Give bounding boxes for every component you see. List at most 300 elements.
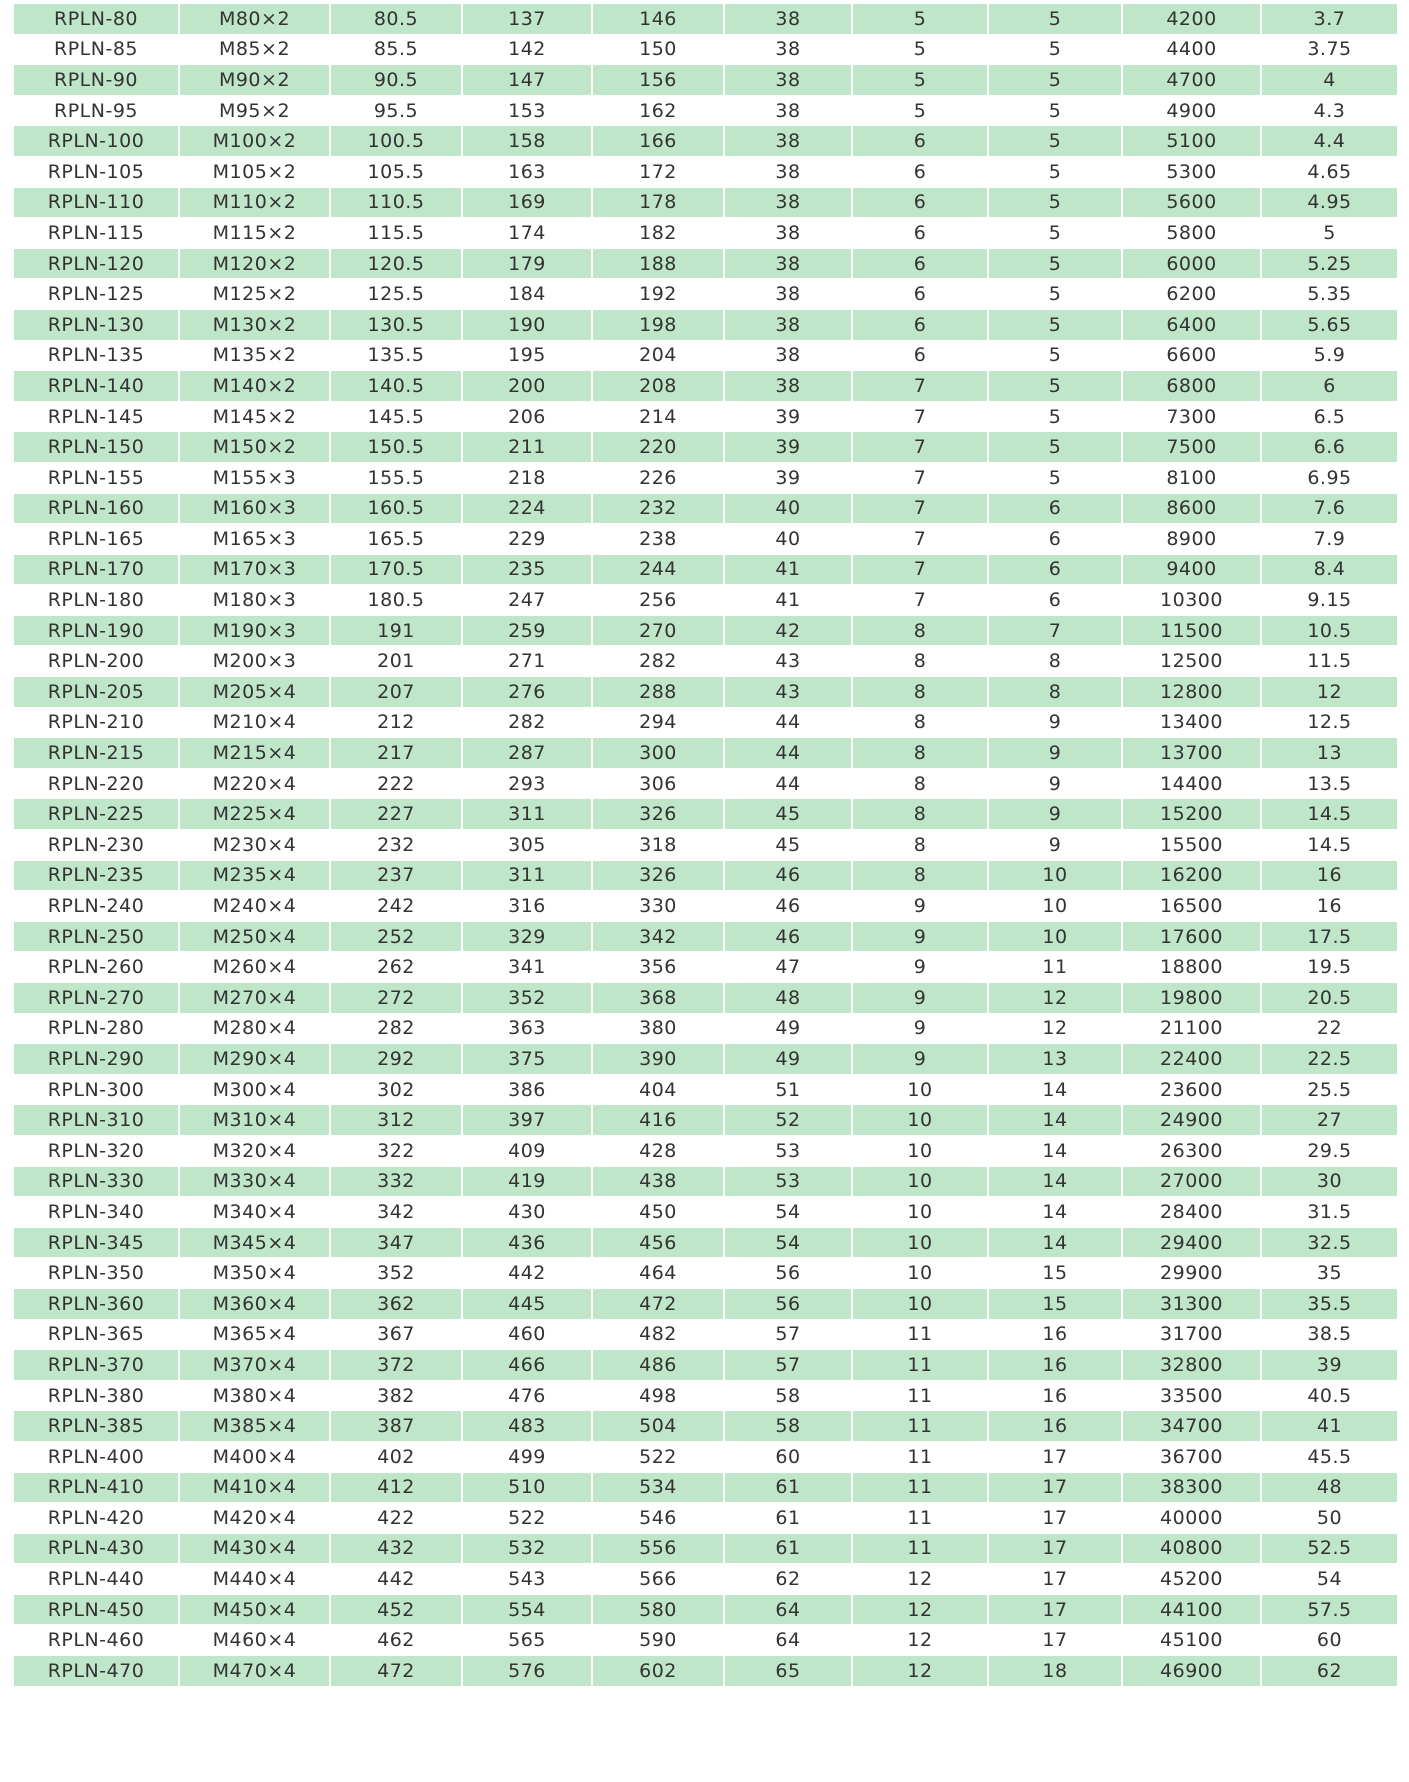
- load-cell: 15500: [1123, 830, 1260, 860]
- d1-cell: 145.5: [331, 402, 461, 432]
- thread-cell: M205×4: [180, 677, 329, 707]
- d2-cell: 235: [463, 555, 591, 585]
- table-row: [14, 65, 1397, 95]
- d3-cell: 416: [593, 1105, 723, 1135]
- table-row: [14, 1320, 1397, 1350]
- table-row: [14, 249, 1397, 279]
- thread-cell: M140×2: [180, 371, 329, 401]
- d3-cell: 156: [593, 65, 723, 95]
- d2-cell: 341: [463, 952, 591, 982]
- d1-cell: 110.5: [331, 188, 461, 218]
- b-cell: 46: [725, 861, 851, 891]
- d3-cell: 172: [593, 157, 723, 187]
- m-cell: 5: [853, 96, 987, 126]
- weight-cell: 7.6: [1262, 494, 1397, 524]
- n-cell: 17: [989, 1503, 1121, 1533]
- d3-cell: 546: [593, 1503, 723, 1533]
- model-cell: RPLN-365: [14, 1320, 178, 1350]
- b-cell: 38: [725, 96, 851, 126]
- b-cell: 56: [725, 1258, 851, 1288]
- weight-cell: 35.5: [1262, 1289, 1397, 1319]
- d2-cell: 543: [463, 1564, 591, 1594]
- weight-cell: 6.5: [1262, 402, 1397, 432]
- b-cell: 64: [725, 1595, 851, 1625]
- model-cell: RPLN-110: [14, 188, 178, 218]
- load-cell: 34700: [1123, 1411, 1260, 1441]
- d2-cell: 483: [463, 1411, 591, 1441]
- table-row: [14, 585, 1397, 615]
- weight-cell: 13: [1262, 738, 1397, 768]
- load-cell: 31700: [1123, 1320, 1260, 1350]
- d3-cell: 146: [593, 4, 723, 34]
- model-cell: RPLN-300: [14, 1075, 178, 1105]
- load-cell: 7300: [1123, 402, 1260, 432]
- load-cell: 8900: [1123, 524, 1260, 554]
- b-cell: 38: [725, 65, 851, 95]
- n-cell: 17: [989, 1534, 1121, 1564]
- b-cell: 56: [725, 1289, 851, 1319]
- d2-cell: 195: [463, 341, 591, 371]
- b-cell: 64: [725, 1625, 851, 1655]
- d2-cell: 311: [463, 861, 591, 891]
- load-cell: 5300: [1123, 157, 1260, 187]
- d1-cell: 462: [331, 1625, 461, 1655]
- table-row: [14, 96, 1397, 126]
- n-cell: 5: [989, 157, 1121, 187]
- d3-cell: 162: [593, 96, 723, 126]
- weight-cell: 5.9: [1262, 341, 1397, 371]
- d1-cell: 272: [331, 983, 461, 1013]
- m-cell: 12: [853, 1595, 987, 1625]
- model-cell: RPLN-400: [14, 1442, 178, 1472]
- weight-cell: 7.9: [1262, 524, 1397, 554]
- table-row: [14, 677, 1397, 707]
- thread-cell: M110×2: [180, 188, 329, 218]
- table-row: [14, 279, 1397, 309]
- load-cell: 40000: [1123, 1503, 1260, 1533]
- weight-cell: 9.15: [1262, 585, 1397, 615]
- table-row: [14, 341, 1397, 371]
- model-cell: RPLN-320: [14, 1136, 178, 1166]
- table-row: [14, 1411, 1397, 1441]
- n-cell: 5: [989, 402, 1121, 432]
- m-cell: 11: [853, 1442, 987, 1472]
- d2-cell: 316: [463, 891, 591, 921]
- model-cell: RPLN-215: [14, 738, 178, 768]
- thread-cell: M150×2: [180, 432, 329, 462]
- thread-cell: M200×3: [180, 646, 329, 676]
- m-cell: 6: [853, 310, 987, 340]
- weight-cell: 38.5: [1262, 1320, 1397, 1350]
- table-row: [14, 1044, 1397, 1074]
- model-cell: RPLN-240: [14, 891, 178, 921]
- weight-cell: 3.7: [1262, 4, 1397, 34]
- d1-cell: 252: [331, 922, 461, 952]
- d1-cell: 115.5: [331, 218, 461, 248]
- d3-cell: 390: [593, 1044, 723, 1074]
- weight-cell: 14.5: [1262, 799, 1397, 829]
- d3-cell: 472: [593, 1289, 723, 1319]
- load-cell: 7500: [1123, 432, 1260, 462]
- d1-cell: 217: [331, 738, 461, 768]
- d1-cell: 201: [331, 646, 461, 676]
- d3-cell: 256: [593, 585, 723, 615]
- m-cell: 11: [853, 1411, 987, 1441]
- table-row: [14, 218, 1397, 248]
- load-cell: 21100: [1123, 1014, 1260, 1044]
- d3-cell: 318: [593, 830, 723, 860]
- d1-cell: 155.5: [331, 463, 461, 493]
- table-row: [14, 1105, 1397, 1135]
- b-cell: 38: [725, 341, 851, 371]
- load-cell: 6000: [1123, 249, 1260, 279]
- d1-cell: 282: [331, 1014, 461, 1044]
- weight-cell: 32.5: [1262, 1228, 1397, 1258]
- table-row: [14, 708, 1397, 738]
- weight-cell: 12: [1262, 677, 1397, 707]
- b-cell: 61: [725, 1473, 851, 1503]
- b-cell: 61: [725, 1503, 851, 1533]
- m-cell: 7: [853, 463, 987, 493]
- load-cell: 8100: [1123, 463, 1260, 493]
- m-cell: 6: [853, 279, 987, 309]
- m-cell: 11: [853, 1320, 987, 1350]
- thread-cell: M115×2: [180, 218, 329, 248]
- d1-cell: 367: [331, 1320, 461, 1350]
- model-cell: RPLN-190: [14, 616, 178, 646]
- b-cell: 44: [725, 708, 851, 738]
- thread-cell: M235×4: [180, 861, 329, 891]
- m-cell: 8: [853, 799, 987, 829]
- load-cell: 15200: [1123, 799, 1260, 829]
- load-cell: 13400: [1123, 708, 1260, 738]
- d3-cell: 326: [593, 861, 723, 891]
- m-cell: 11: [853, 1473, 987, 1503]
- model-cell: RPLN-385: [14, 1411, 178, 1441]
- table-row: [14, 1564, 1397, 1594]
- load-cell: 6200: [1123, 279, 1260, 309]
- load-cell: 19800: [1123, 983, 1260, 1013]
- thread-cell: M230×4: [180, 830, 329, 860]
- m-cell: 10: [853, 1289, 987, 1319]
- d3-cell: 482: [593, 1320, 723, 1350]
- b-cell: 40: [725, 524, 851, 554]
- d1-cell: 150.5: [331, 432, 461, 462]
- d2-cell: 460: [463, 1320, 591, 1350]
- d1-cell: 160.5: [331, 494, 461, 524]
- weight-cell: 20.5: [1262, 983, 1397, 1013]
- d3-cell: 486: [593, 1350, 723, 1380]
- d1-cell: 422: [331, 1503, 461, 1533]
- d3-cell: 330: [593, 891, 723, 921]
- n-cell: 10: [989, 861, 1121, 891]
- d2-cell: 224: [463, 494, 591, 524]
- weight-cell: 6.6: [1262, 432, 1397, 462]
- d2-cell: 499: [463, 1442, 591, 1472]
- table-row: [14, 1503, 1397, 1533]
- table-row: [14, 891, 1397, 921]
- d3-cell: 300: [593, 738, 723, 768]
- d1-cell: 412: [331, 1473, 461, 1503]
- d1-cell: 140.5: [331, 371, 461, 401]
- d3-cell: 150: [593, 35, 723, 65]
- n-cell: 14: [989, 1167, 1121, 1197]
- d1-cell: 170.5: [331, 555, 461, 585]
- b-cell: 38: [725, 157, 851, 187]
- b-cell: 54: [725, 1228, 851, 1258]
- weight-cell: 22.5: [1262, 1044, 1397, 1074]
- m-cell: 6: [853, 157, 987, 187]
- d1-cell: 292: [331, 1044, 461, 1074]
- b-cell: 46: [725, 891, 851, 921]
- d2-cell: 179: [463, 249, 591, 279]
- table-row: [14, 35, 1397, 65]
- model-cell: RPLN-260: [14, 952, 178, 982]
- weight-cell: 4.95: [1262, 188, 1397, 218]
- table-row: [14, 1625, 1397, 1655]
- thread-cell: M155×3: [180, 463, 329, 493]
- b-cell: 38: [725, 126, 851, 156]
- weight-cell: 52.5: [1262, 1534, 1397, 1564]
- model-cell: RPLN-150: [14, 432, 178, 462]
- model-cell: RPLN-85: [14, 35, 178, 65]
- thread-cell: M300×4: [180, 1075, 329, 1105]
- load-cell: 28400: [1123, 1197, 1260, 1227]
- table-row: [14, 738, 1397, 768]
- m-cell: 12: [853, 1625, 987, 1655]
- m-cell: 10: [853, 1075, 987, 1105]
- m-cell: 6: [853, 249, 987, 279]
- d1-cell: 342: [331, 1197, 461, 1227]
- d1-cell: 387: [331, 1411, 461, 1441]
- load-cell: 4700: [1123, 65, 1260, 95]
- weight-cell: 4.65: [1262, 157, 1397, 187]
- thread-cell: M120×2: [180, 249, 329, 279]
- d3-cell: 306: [593, 769, 723, 799]
- m-cell: 10: [853, 1136, 987, 1166]
- table-row: [14, 402, 1397, 432]
- b-cell: 38: [725, 188, 851, 218]
- m-cell: 11: [853, 1350, 987, 1380]
- table-row: [14, 1075, 1397, 1105]
- model-cell: RPLN-200: [14, 646, 178, 676]
- model-cell: RPLN-80: [14, 4, 178, 34]
- weight-cell: 39: [1262, 1350, 1397, 1380]
- b-cell: 38: [725, 371, 851, 401]
- d3-cell: 226: [593, 463, 723, 493]
- model-cell: RPLN-135: [14, 341, 178, 371]
- m-cell: 12: [853, 1564, 987, 1594]
- d3-cell: 450: [593, 1197, 723, 1227]
- table-row: [14, 1258, 1397, 1288]
- d1-cell: 432: [331, 1534, 461, 1564]
- d1-cell: 372: [331, 1350, 461, 1380]
- thread-cell: M225×4: [180, 799, 329, 829]
- model-cell: RPLN-460: [14, 1625, 178, 1655]
- n-cell: 12: [989, 983, 1121, 1013]
- b-cell: 38: [725, 4, 851, 34]
- d1-cell: 105.5: [331, 157, 461, 187]
- d3-cell: 342: [593, 922, 723, 952]
- weight-cell: 30: [1262, 1167, 1397, 1197]
- d1-cell: 237: [331, 861, 461, 891]
- weight-cell: 6: [1262, 371, 1397, 401]
- model-cell: RPLN-170: [14, 555, 178, 585]
- d1-cell: 222: [331, 769, 461, 799]
- d1-cell: 322: [331, 1136, 461, 1166]
- d3-cell: 580: [593, 1595, 723, 1625]
- table-row: [14, 1442, 1397, 1472]
- d3-cell: 294: [593, 708, 723, 738]
- d1-cell: 120.5: [331, 249, 461, 279]
- weight-cell: 54: [1262, 1564, 1397, 1594]
- load-cell: 4200: [1123, 4, 1260, 34]
- b-cell: 46: [725, 922, 851, 952]
- b-cell: 38: [725, 279, 851, 309]
- m-cell: 12: [853, 1656, 987, 1686]
- b-cell: 38: [725, 35, 851, 65]
- weight-cell: 29.5: [1262, 1136, 1397, 1166]
- d2-cell: 158: [463, 126, 591, 156]
- d1-cell: 382: [331, 1381, 461, 1411]
- model-cell: RPLN-160: [14, 494, 178, 524]
- n-cell: 5: [989, 463, 1121, 493]
- weight-cell: 41: [1262, 1411, 1397, 1441]
- b-cell: 53: [725, 1167, 851, 1197]
- m-cell: 5: [853, 65, 987, 95]
- d2-cell: 419: [463, 1167, 591, 1197]
- d3-cell: 522: [593, 1442, 723, 1472]
- thread-cell: M365×4: [180, 1320, 329, 1350]
- b-cell: 58: [725, 1411, 851, 1441]
- d2-cell: 329: [463, 922, 591, 952]
- table-row: [14, 922, 1397, 952]
- m-cell: 8: [853, 677, 987, 707]
- n-cell: 7: [989, 616, 1121, 646]
- weight-cell: 4.4: [1262, 126, 1397, 156]
- table-row: [14, 126, 1397, 156]
- b-cell: 61: [725, 1534, 851, 1564]
- n-cell: 13: [989, 1044, 1121, 1074]
- model-cell: RPLN-470: [14, 1656, 178, 1686]
- table-row: [14, 310, 1397, 340]
- thread-cell: M240×4: [180, 891, 329, 921]
- d2-cell: 409: [463, 1136, 591, 1166]
- table-row: [14, 188, 1397, 218]
- table-row: [14, 1473, 1397, 1503]
- weight-cell: 5: [1262, 218, 1397, 248]
- d2-cell: 169: [463, 188, 591, 218]
- d3-cell: 178: [593, 188, 723, 218]
- d1-cell: 232: [331, 830, 461, 860]
- model-cell: RPLN-360: [14, 1289, 178, 1319]
- d2-cell: 229: [463, 524, 591, 554]
- n-cell: 15: [989, 1258, 1121, 1288]
- spec-table: [12, 3, 1399, 1687]
- weight-cell: 25.5: [1262, 1075, 1397, 1105]
- table-row: [14, 555, 1397, 585]
- d3-cell: 244: [593, 555, 723, 585]
- b-cell: 40: [725, 494, 851, 524]
- m-cell: 11: [853, 1381, 987, 1411]
- weight-cell: 5.35: [1262, 279, 1397, 309]
- n-cell: 9: [989, 769, 1121, 799]
- b-cell: 38: [725, 249, 851, 279]
- d1-cell: 302: [331, 1075, 461, 1105]
- d2-cell: 190: [463, 310, 591, 340]
- model-cell: RPLN-90: [14, 65, 178, 95]
- table-row: [14, 1656, 1397, 1686]
- weight-cell: 12.5: [1262, 708, 1397, 738]
- d3-cell: 182: [593, 218, 723, 248]
- table-row: [14, 371, 1397, 401]
- load-cell: 29400: [1123, 1228, 1260, 1258]
- b-cell: 41: [725, 555, 851, 585]
- m-cell: 6: [853, 188, 987, 218]
- model-cell: RPLN-280: [14, 1014, 178, 1044]
- table-row: [14, 1167, 1397, 1197]
- d2-cell: 532: [463, 1534, 591, 1564]
- d3-cell: 602: [593, 1656, 723, 1686]
- thread-cell: M215×4: [180, 738, 329, 768]
- load-cell: 24900: [1123, 1105, 1260, 1135]
- b-cell: 48: [725, 983, 851, 1013]
- load-cell: 11500: [1123, 616, 1260, 646]
- b-cell: 41: [725, 585, 851, 615]
- thread-cell: M85×2: [180, 35, 329, 65]
- n-cell: 17: [989, 1442, 1121, 1472]
- d1-cell: 180.5: [331, 585, 461, 615]
- weight-cell: 19.5: [1262, 952, 1397, 982]
- model-cell: RPLN-180: [14, 585, 178, 615]
- d2-cell: 554: [463, 1595, 591, 1625]
- d3-cell: 288: [593, 677, 723, 707]
- load-cell: 23600: [1123, 1075, 1260, 1105]
- model-cell: RPLN-165: [14, 524, 178, 554]
- weight-cell: 45.5: [1262, 1442, 1397, 1472]
- model-cell: RPLN-125: [14, 279, 178, 309]
- d2-cell: 137: [463, 4, 591, 34]
- m-cell: 7: [853, 494, 987, 524]
- weight-cell: 48: [1262, 1473, 1397, 1503]
- m-cell: 10: [853, 1167, 987, 1197]
- load-cell: 26300: [1123, 1136, 1260, 1166]
- d2-cell: 397: [463, 1105, 591, 1135]
- table-row: [14, 494, 1397, 524]
- d3-cell: 590: [593, 1625, 723, 1655]
- table-row: [14, 769, 1397, 799]
- thread-cell: M145×2: [180, 402, 329, 432]
- n-cell: 14: [989, 1228, 1121, 1258]
- d2-cell: 386: [463, 1075, 591, 1105]
- model-cell: RPLN-410: [14, 1473, 178, 1503]
- n-cell: 16: [989, 1320, 1121, 1350]
- b-cell: 38: [725, 310, 851, 340]
- b-cell: 57: [725, 1320, 851, 1350]
- d2-cell: 200: [463, 371, 591, 401]
- load-cell: 5600: [1123, 188, 1260, 218]
- load-cell: 9400: [1123, 555, 1260, 585]
- weight-cell: 4.3: [1262, 96, 1397, 126]
- d3-cell: 438: [593, 1167, 723, 1197]
- n-cell: 6: [989, 585, 1121, 615]
- m-cell: 8: [853, 646, 987, 676]
- weight-cell: 13.5: [1262, 769, 1397, 799]
- m-cell: 6: [853, 341, 987, 371]
- weight-cell: 8.4: [1262, 555, 1397, 585]
- model-cell: RPLN-155: [14, 463, 178, 493]
- n-cell: 14: [989, 1105, 1121, 1135]
